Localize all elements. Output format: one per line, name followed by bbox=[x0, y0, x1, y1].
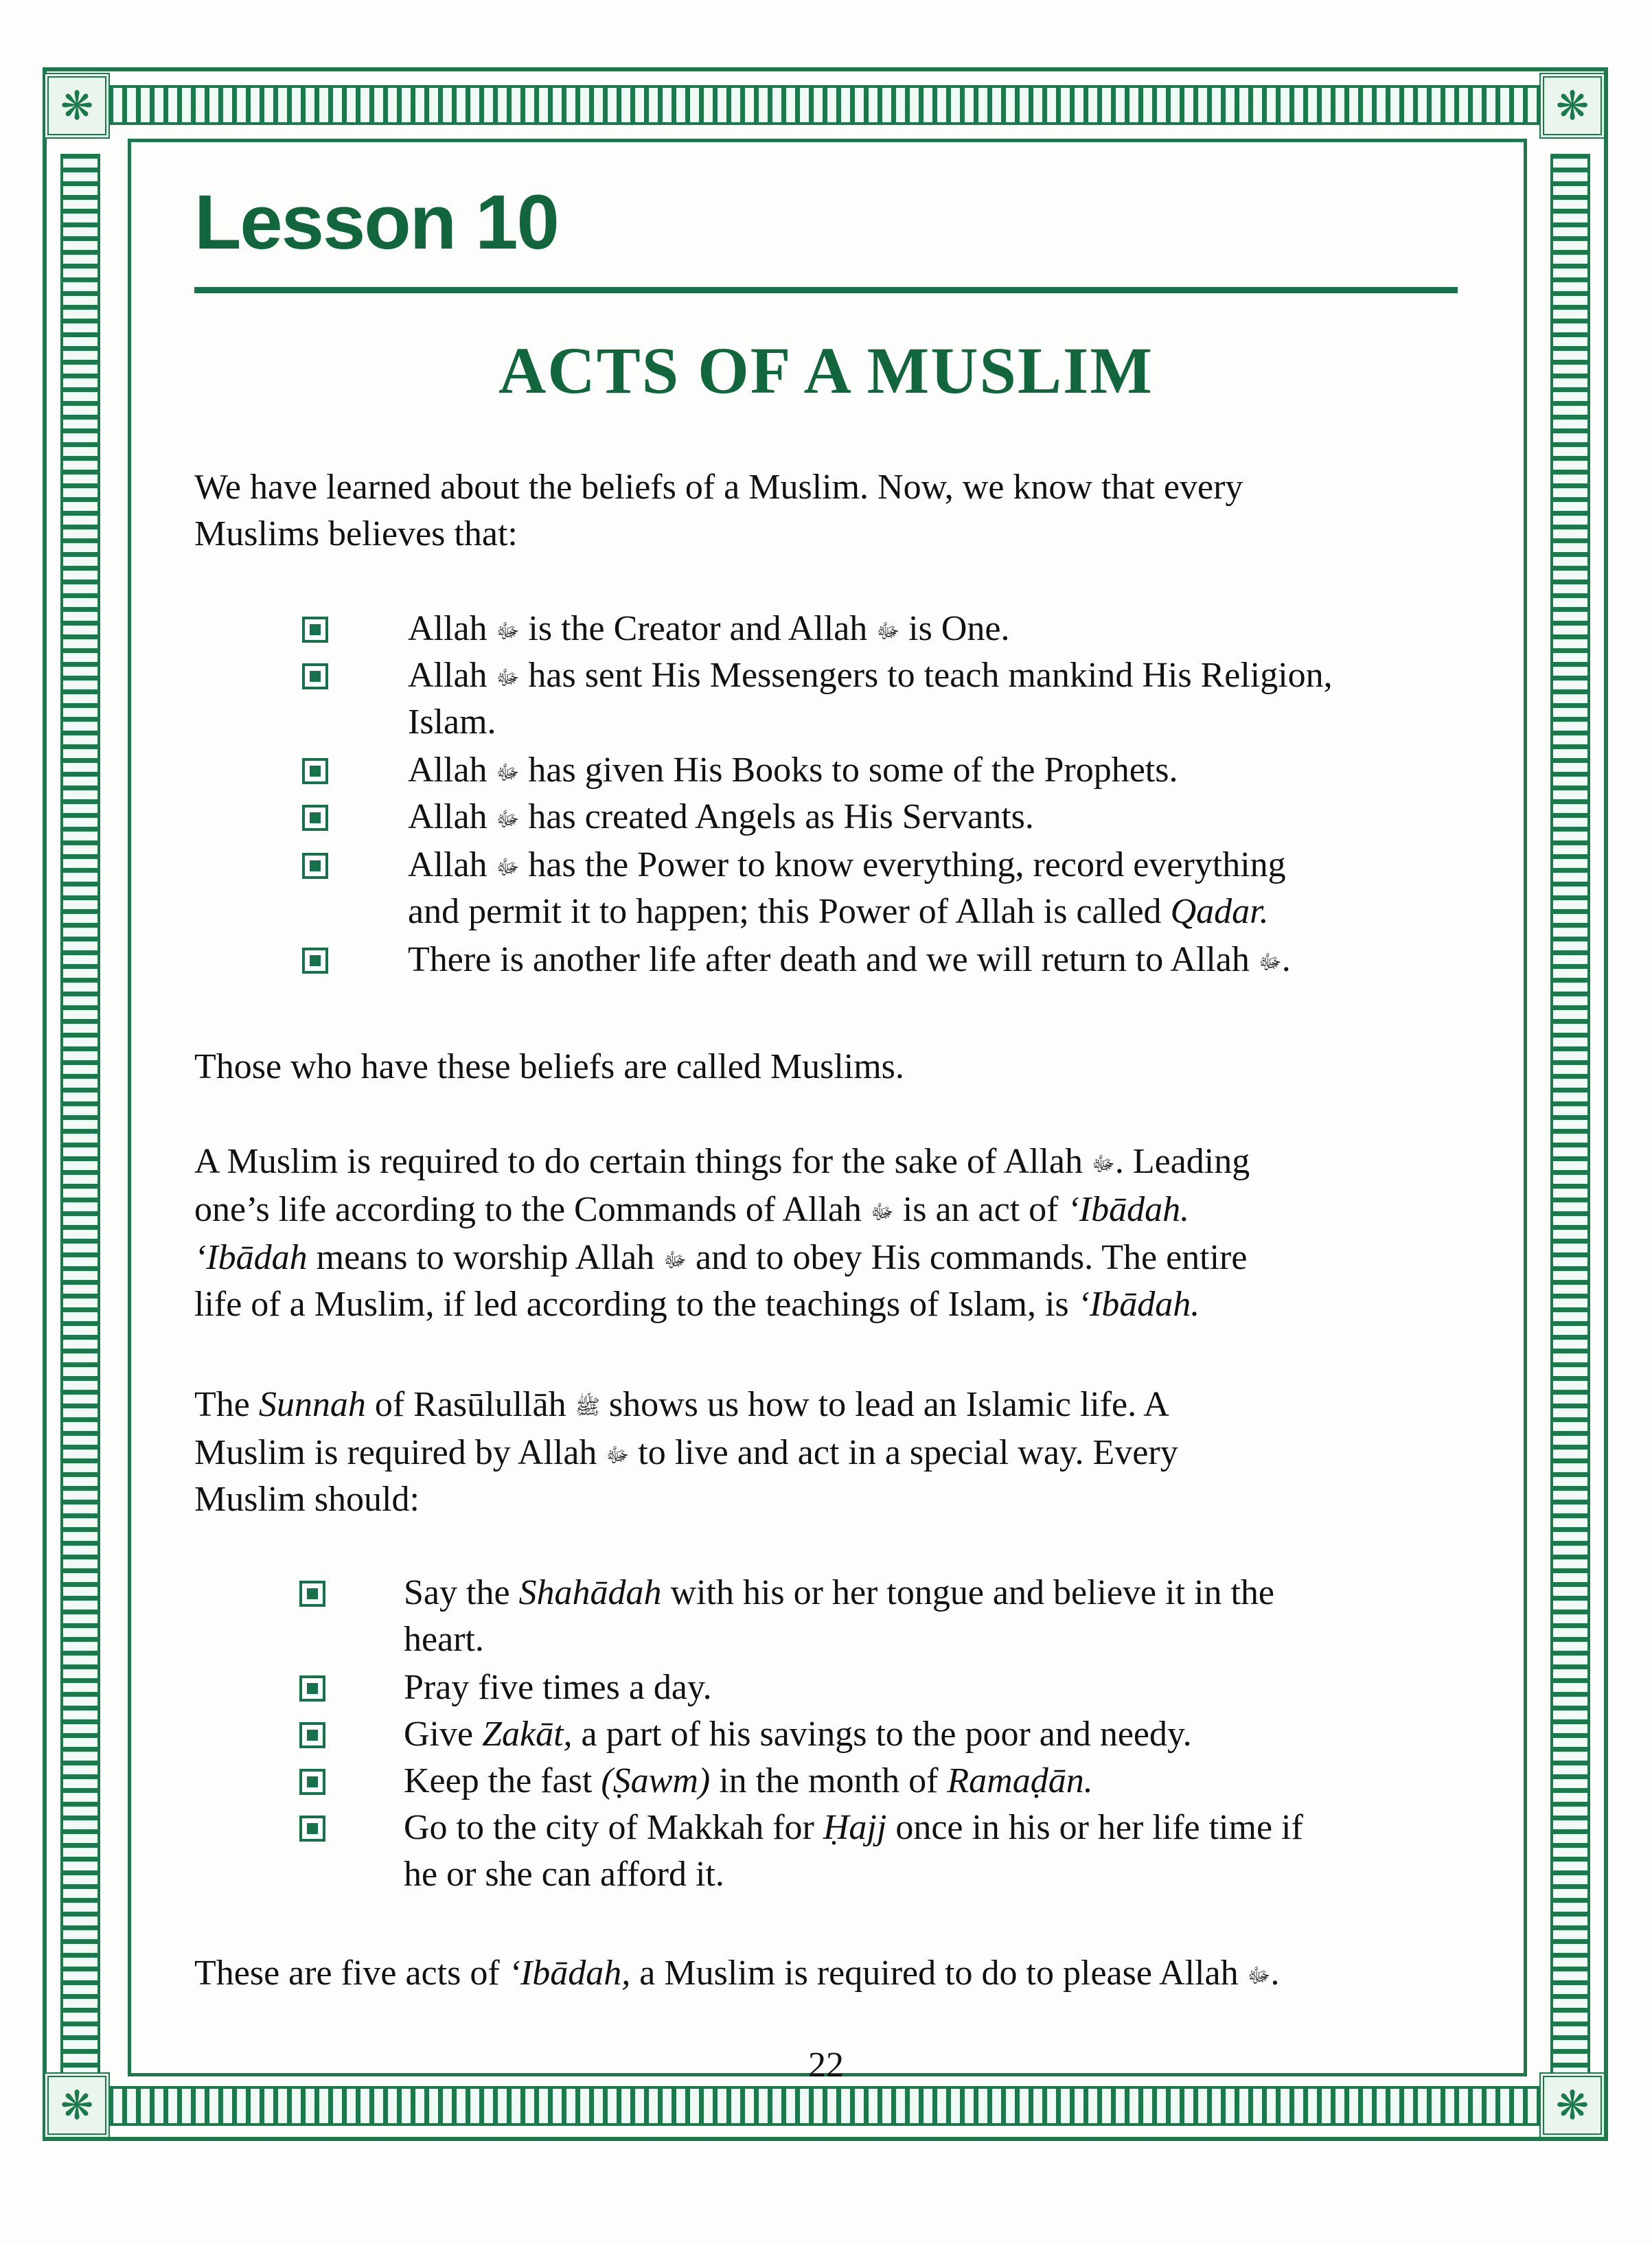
belief-item-3: Allah ﷻ has given His Books to some of the Prophets. bbox=[408, 751, 1178, 790]
honorific-icon: ﷻ bbox=[1091, 1152, 1115, 1177]
ibadah-line-4: life of a Muslim, if led according to the teachings of Islam, is ‘Ibādah. bbox=[194, 1285, 1200, 1324]
honorific-icon: ﷻ bbox=[496, 619, 520, 644]
bottom-border-line bbox=[108, 2086, 1546, 2089]
belief-item-6: There is another life after death and we will return to Allah ﷻ. bbox=[408, 940, 1291, 979]
corner-ornament-icon: ❋ bbox=[1539, 2072, 1605, 2138]
heading-rule bbox=[194, 287, 1458, 293]
corner-ornament-icon: ❋ bbox=[1539, 73, 1605, 139]
intro-line-2: Muslims believes that: bbox=[194, 514, 518, 553]
bullet-icon bbox=[299, 1816, 325, 1842]
sunnah-line-3: Muslim should: bbox=[194, 1480, 420, 1519]
right-border-band bbox=[1552, 154, 1589, 2072]
bullet-icon bbox=[302, 758, 328, 784]
ibadah-line-1: A Muslim is required to do certain things for the sake of Allah ﷻ. Leading bbox=[194, 1142, 1250, 1181]
act-item-3: Give Zakāt, a part of his savings to the poor and needy. bbox=[404, 1715, 1192, 1754]
page-title: ACTS OF A MUSLIM bbox=[498, 334, 1154, 407]
right-border-line bbox=[1550, 154, 1553, 2072]
belief-item-4: Allah ﷻ has created Angels as His Servants. bbox=[408, 797, 1034, 836]
bullet-icon bbox=[302, 617, 328, 643]
honorific-icon: ﷻ bbox=[870, 1200, 894, 1225]
closing-line: These are five acts of ‘Ibādah, a Muslim is required to do to please Allah ﷻ. bbox=[194, 1954, 1280, 1993]
honorific-icon: ﷻ bbox=[496, 666, 520, 691]
belief-item-5: Allah ﷻ has the Power to know everything, record everything bbox=[408, 845, 1286, 884]
ibadah-line-2: one’s life according to the Commands of Allah ﷻ is an act of ‘Ibādah. bbox=[194, 1190, 1190, 1229]
top-border-band bbox=[108, 87, 1546, 124]
act-item-1-cont: heart. bbox=[404, 1620, 484, 1659]
right-border-line-2 bbox=[1587, 154, 1590, 2072]
honorific-icon: ﷻ bbox=[876, 619, 900, 644]
bullet-icon bbox=[299, 1769, 325, 1795]
bottom-border-line-2 bbox=[108, 2123, 1546, 2126]
act-item-2: Pray five times a day. bbox=[404, 1668, 712, 1707]
bullet-icon bbox=[299, 1722, 325, 1748]
bullet-icon bbox=[302, 805, 328, 831]
top-border-line-2 bbox=[108, 122, 1546, 125]
page-number: 22 bbox=[808, 2046, 844, 2085]
bullet-icon bbox=[299, 1675, 325, 1702]
left-border-line bbox=[60, 154, 63, 2072]
corner-ornament-icon: ❋ bbox=[44, 2072, 110, 2138]
ibadah-line-3: ‘Ibādah means to worship Allah ﷻ and to obey His commands. The entire bbox=[194, 1238, 1248, 1277]
act-item-1: Say the Shahādah with his or her tongue and believe it in the bbox=[404, 1573, 1274, 1612]
left-border-line-2 bbox=[97, 154, 100, 2072]
honorific-icon: ﷻ bbox=[606, 1443, 630, 1468]
act-item-5: Go to the city of Makkah for Ḥajj once in his or her life time if bbox=[404, 1808, 1303, 1847]
lesson-heading: Lesson 10 bbox=[194, 179, 558, 265]
paragraph-those: Those who have these beliefs are called Muslims. bbox=[194, 1047, 904, 1086]
honorific-icon: ﷻ bbox=[663, 1248, 687, 1273]
act-item-4: Keep the fast (Ṣawm) in the month of Ramaḍān. bbox=[404, 1761, 1093, 1800]
left-border-band bbox=[62, 154, 99, 2072]
honorific-icon: ﷻ bbox=[1258, 950, 1282, 975]
bullet-icon bbox=[299, 1581, 325, 1607]
top-border-line bbox=[108, 85, 1546, 88]
sunnah-line-2: Muslim is required by Allah ﷻ to live and act in a special way. Every bbox=[194, 1433, 1178, 1472]
honorific-icon: ﷻ bbox=[1247, 1964, 1271, 1989]
bottom-border-band bbox=[108, 2087, 1546, 2125]
sunnah-line-1: The Sunnah of Rasūlullāh ﷺ shows us how to lead an Islamic life. A bbox=[194, 1385, 1169, 1424]
bullet-icon bbox=[302, 853, 328, 879]
honorific-icon: ﷻ bbox=[496, 761, 520, 786]
honorific-icon: ﷻ bbox=[496, 808, 520, 832]
belief-item-1: Allah ﷻ is the Creator and Allah ﷻ is One. bbox=[408, 609, 1010, 648]
intro-line-1: We have learned about the beliefs of a Muslim. Now, we know that every bbox=[194, 468, 1243, 507]
belief-item-2-cont: Islam. bbox=[408, 702, 496, 742]
act-item-5-cont: he or she can afford it. bbox=[404, 1855, 724, 1894]
bullet-icon bbox=[302, 948, 328, 974]
bullet-icon bbox=[302, 663, 328, 689]
belief-item-5-cont: and permit it to happen; this Power of Allah is called Qadar. bbox=[408, 892, 1269, 931]
honorific-icon: ﷻ bbox=[496, 856, 520, 880]
honorific-prophet-icon: ﷺ bbox=[575, 1395, 600, 1420]
belief-item-2: Allah ﷻ has sent His Messengers to teach mankind His Religion, bbox=[408, 656, 1333, 695]
corner-ornament-icon: ❋ bbox=[44, 73, 110, 139]
